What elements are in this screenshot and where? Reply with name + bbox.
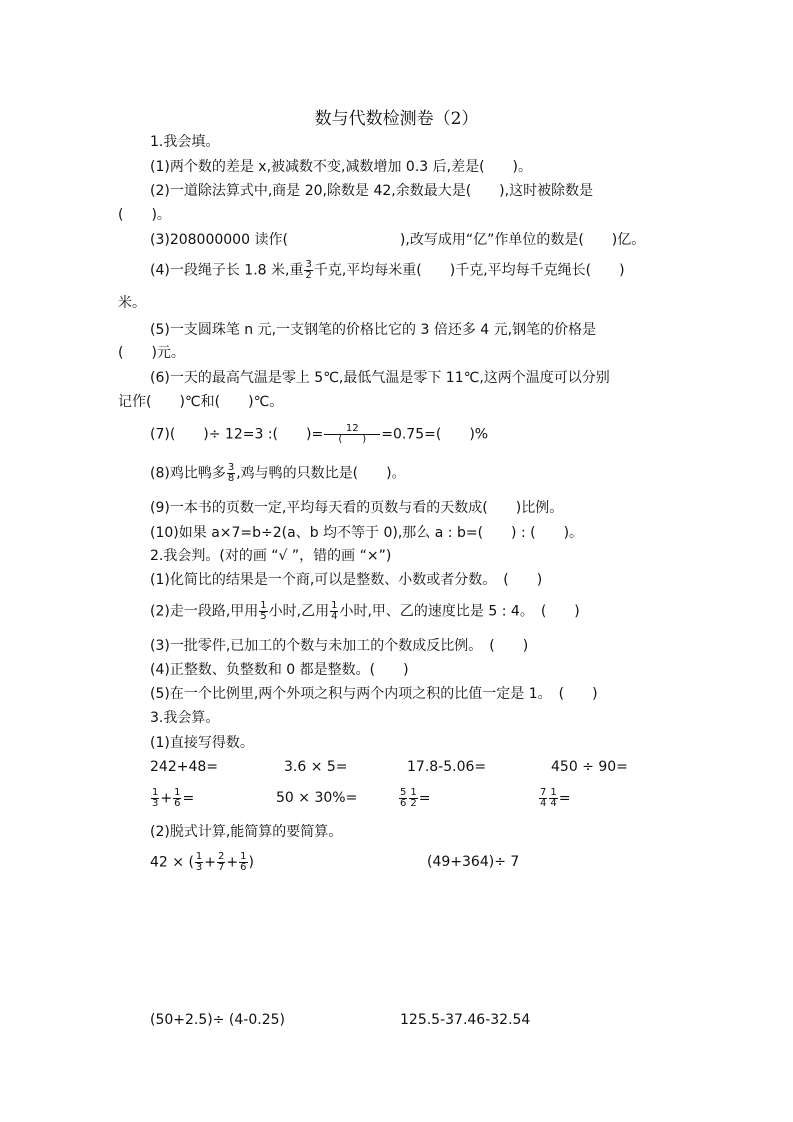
fraction: [549, 788, 557, 809]
operator: +: [226, 854, 239, 871]
question-2-2-text-3: 小时,甲、乙的速度比是 5 : 4。 ( ): [339, 603, 580, 620]
question-1-8-text: (8)鸡比鸭多: [150, 465, 226, 482]
denominator: 7: [218, 862, 225, 873]
calc-item: 242+48=: [150, 759, 218, 775]
calc-item: 50 × 30%=: [276, 790, 358, 806]
denominator: 4: [550, 798, 557, 809]
question-1-7-text-2: =0.75=( )%: [381, 426, 489, 443]
numerator: 1: [152, 787, 159, 798]
numerator: 1: [550, 787, 557, 798]
expression-4: 125.5-37.46-32.54: [400, 1012, 531, 1028]
section-3-heading: 3.我会算。: [150, 710, 220, 726]
denominator: 2: [305, 270, 312, 281]
question-1-10: (10)如果 a×7=b÷2(a、b 均不等于 0),那么 a : b=( ) : ( )。: [150, 525, 584, 541]
question-2-3: (3)一批零件,已加工的个数与未加工的个数成反比例。 ( ): [150, 638, 529, 654]
question-1-3: (3)208000000 读作( ),改写成用“亿”作单位的数是( )亿。: [150, 232, 646, 248]
numerator: 3: [305, 259, 312, 270]
fraction: [330, 601, 338, 622]
fraction: [259, 601, 267, 622]
question-1-5-cont: ( )元。: [118, 345, 185, 361]
denominator: 3: [152, 798, 159, 809]
question-1-6: (6)一天的最高气温是零上 5℃,最低气温是零下 11℃,这两个温度可以分别: [150, 370, 610, 386]
expression-3: (50+2.5)÷ (4-0.25): [150, 1012, 285, 1028]
numerator: 1: [260, 600, 267, 611]
calc-item: [538, 788, 570, 809]
numerator: 1: [410, 787, 417, 798]
denominator: 6: [240, 862, 247, 873]
question-1-8: [150, 463, 406, 484]
calc-item: [150, 788, 194, 809]
fraction: [239, 852, 247, 873]
question-2-2-text-2: 小时,乙用: [268, 603, 330, 620]
page-title: 数与代数检测卷（2）: [314, 109, 479, 129]
subsection-3-2: (2)脱式计算,能简算的要简算。: [150, 824, 343, 840]
operator: +: [204, 854, 217, 871]
question-1-4: [150, 260, 625, 281]
fraction: [217, 852, 225, 873]
numerator: 1: [240, 851, 247, 862]
numerator: 1: [195, 851, 203, 862]
fraction: [324, 424, 380, 445]
numerator: 2: [218, 851, 225, 862]
question-1-2-cont: ( )。: [118, 207, 171, 223]
equals: =: [182, 790, 195, 807]
equals: =: [558, 790, 571, 807]
expression-text: 42 × (: [150, 854, 194, 871]
question-1-9: (9)一本书的页数一定,平均每天看的页数与看的天数成( )比例。: [150, 500, 564, 516]
numerator: 5: [400, 787, 407, 798]
calc-item: 3.6 × 5=: [284, 759, 348, 775]
fraction: [227, 463, 235, 484]
question-1-2: (2)一道除法算式中,商是 20,除数是 42,余数最大是( ),这时被除数是: [150, 183, 594, 199]
operator: +: [160, 790, 173, 807]
question-2-2: [150, 601, 580, 622]
numerator: 7: [540, 787, 547, 798]
denominator: 4: [331, 611, 338, 622]
denominator: 6: [400, 798, 407, 809]
fraction: [195, 852, 203, 873]
subsection-3-1: (1)直接写得数。: [150, 735, 254, 751]
fraction: [539, 788, 547, 809]
denominator: 3: [195, 862, 203, 873]
question-1-7-text: (7)( )÷ 12=3 :( )=: [150, 426, 324, 443]
denominator: 6: [174, 798, 181, 809]
question-1-4-text-2: 千克,平均每米重( )千克,平均每千克绳长( ): [313, 262, 625, 279]
question-2-2-text: (2)走一段路,甲用: [150, 603, 259, 620]
denominator: 5: [260, 611, 267, 622]
question-1-7: [150, 424, 488, 445]
numerator: 12: [324, 424, 380, 435]
question-1-1: (1)两个数的差是 x,被减数不变,减数增加 0.3 后,差是( )。: [150, 159, 533, 175]
fraction: [173, 788, 181, 809]
question-2-5: (5)在一个比例里,两个外项之积与两个内项之积的比值一定是 1。 ( ): [150, 686, 598, 702]
denominator: 2: [410, 798, 417, 809]
fraction: [399, 788, 407, 809]
denominator: ( ): [338, 434, 367, 445]
calc-item: 17.8-5.06=: [407, 759, 487, 775]
fraction: [151, 788, 159, 809]
section-1-heading: 1.我会填。: [150, 134, 220, 150]
fraction: [409, 788, 417, 809]
denominator: 8: [227, 473, 235, 484]
equals: =: [418, 790, 431, 807]
expression-2: (49+364)÷ 7: [427, 854, 520, 870]
fraction: [304, 260, 312, 281]
numerator: 1: [331, 600, 338, 611]
question-2-4: (4)正整数、负整数和 0 都是整数。( ): [150, 662, 409, 678]
question-1-8-text-2: ,鸡与鸭的只数比是( )。: [236, 465, 406, 482]
numerator: 1: [174, 787, 181, 798]
question-1-4-cont: 米。: [118, 295, 146, 311]
question-1-5: (5)一支圆珠笔 n 元,一支钢笔的价格比它的 3 倍还多 4 元,钢笔的价格是: [150, 322, 597, 338]
question-2-1: (1)化简比的结果是一个商,可以是整数、小数或者分数。 ( ): [150, 572, 543, 588]
calc-item: [398, 788, 430, 809]
question-1-6-cont: 记作( )℃和( )℃。: [118, 394, 284, 410]
paren: ): [248, 854, 254, 871]
denominator: 4: [540, 798, 547, 809]
question-1-4-text: (4)一段绳子长 1.8 米,重: [150, 262, 304, 279]
numerator: 3: [227, 462, 235, 473]
expression-1: [150, 852, 254, 873]
calc-item: 450 ÷ 90=: [551, 759, 628, 775]
section-2-heading: 2.我会判。(对的画 “√ ”，错的画 “×”): [150, 548, 392, 564]
